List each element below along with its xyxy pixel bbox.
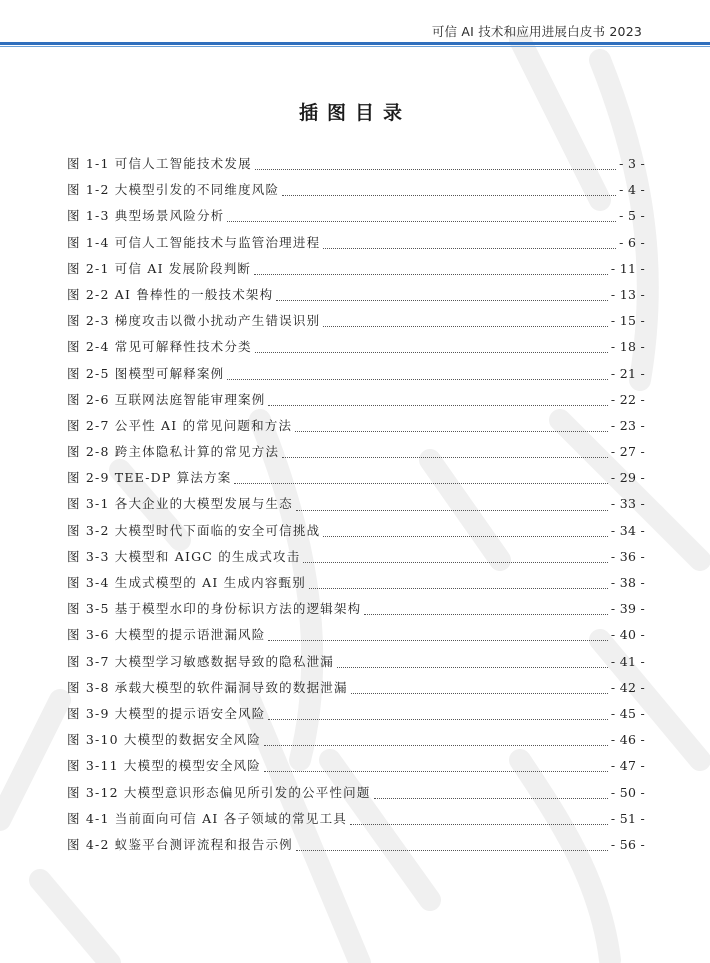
- toc-entry-page-number: - 4 -: [619, 182, 645, 198]
- toc-entry-page-number: - 15 -: [610, 313, 645, 329]
- toc-entry-page-number: - 41 -: [610, 653, 645, 669]
- toc-dot-leader: [309, 587, 608, 589]
- toc-entry[interactable]: [67, 753, 645, 779]
- toc-entry[interactable]: [67, 465, 645, 491]
- toc-dot-leader: [227, 378, 608, 380]
- figure-list: [67, 151, 645, 858]
- toc-entry-label: 图 4-1 当前面向可信 AI 各子领域的常见工具: [67, 810, 347, 826]
- toc-entry-page-number: - 34 -: [610, 522, 645, 538]
- toc-dot-leader: [296, 509, 608, 511]
- toc-entry-label: 图 1-4 可信人工智能技术与监管治理进程: [67, 234, 321, 250]
- header-document-title: 可信 AI 技术和应用进展白皮书 2023: [431, 24, 642, 39]
- header-rule-thin: [0, 46, 710, 47]
- toc-entry[interactable]: [67, 256, 645, 282]
- toc-entry-page-number: - 50 -: [610, 784, 645, 800]
- toc-dot-leader: [303, 561, 607, 563]
- toc-entry-page-number: - 29 -: [610, 470, 645, 486]
- toc-entry-label: 图 3-12 大模型意识形态偏见所引发的公平性问题: [67, 784, 371, 800]
- toc-entry-label: 图 3-4 生成式模型的 AI 生成内容甄别: [67, 575, 306, 590]
- toc-dot-leader: [323, 247, 616, 249]
- header-rule: [0, 42, 710, 48]
- toc-entry-page-number: - 46 -: [610, 732, 645, 748]
- toc-entry-page-number: - 51 -: [610, 810, 645, 826]
- toc-entry[interactable]: [67, 308, 645, 334]
- toc-dot-leader: [268, 639, 607, 641]
- toc-dot-leader: [323, 325, 608, 327]
- toc-entry[interactable]: [67, 203, 645, 229]
- toc-entry-label: 图 3-11 大模型的模型安全风险: [67, 758, 261, 774]
- toc-entry-label: 图 3-10 大模型的数据安全风险: [67, 732, 261, 748]
- toc-entry-label: 图 2-3 梯度攻击以微小扰动产生错误识别: [67, 313, 321, 329]
- toc-entry-page-number: - 5 -: [619, 208, 645, 224]
- toc-dot-leader: [351, 692, 608, 694]
- toc-entry-label: 图 2-2 AI 鲁棒性的一般技术架构: [67, 286, 274, 302]
- page-title: 插图目录: [298, 102, 411, 124]
- toc-dot-leader: [227, 220, 616, 222]
- toc-entry-page-number: - 36 -: [610, 548, 645, 564]
- toc-entry[interactable]: [67, 544, 645, 570]
- toc-dot-leader: [254, 273, 608, 275]
- toc-entry-label: 图 3-8 承载大模型的软件漏洞导致的数据泄漏: [67, 679, 348, 695]
- toc-entry[interactable]: [67, 282, 645, 308]
- toc-entry[interactable]: [67, 439, 645, 465]
- toc-dot-leader: [276, 299, 608, 301]
- toc-entry-label: 图 3-7 大模型学习敏感数据导致的隐私泄漏: [67, 653, 334, 669]
- toc-entry-page-number: - 38 -: [610, 575, 645, 590]
- toc-entry[interactable]: [67, 177, 645, 203]
- toc-entry-label: 图 2-6 互联网法庭智能审理案例: [67, 391, 266, 407]
- toc-entry[interactable]: [67, 806, 645, 832]
- toc-entry[interactable]: [67, 413, 645, 439]
- toc-entry-label: 图 3-2 大模型时代下面临的安全可信挑战: [67, 522, 321, 538]
- toc-entry-label: 图 2-1 可信 AI 发展阶段判断: [67, 260, 252, 276]
- toc-entry-label: 图 3-9 大模型的提示语安全风险: [67, 705, 266, 721]
- header-rule-thick: [0, 42, 710, 45]
- toc-dot-leader: [234, 482, 607, 484]
- toc-entry-page-number: - 33 -: [610, 496, 645, 512]
- toc-dot-leader: [282, 456, 608, 458]
- toc-entry-page-number: - 39 -: [610, 601, 645, 617]
- toc-entry-page-number: - 13 -: [610, 286, 645, 302]
- toc-dot-leader: [296, 849, 608, 851]
- toc-dot-leader: [264, 770, 608, 772]
- toc-entry-label: 图 1-1 可信人工智能技术发展: [67, 156, 252, 171]
- toc-entry-label: 图 2-8 跨主体隐私计算的常见方法: [67, 444, 280, 460]
- toc-dot-leader: [255, 351, 608, 353]
- toc-entry[interactable]: [67, 596, 645, 622]
- toc-entry[interactable]: [67, 361, 645, 387]
- toc-entry-page-number: - 22 -: [610, 391, 645, 407]
- toc-entry-label: 图 4-2 蚁鉴平台测评流程和报告示例: [67, 836, 293, 852]
- toc-entry[interactable]: [67, 622, 645, 648]
- toc-entry-page-number: - 6 -: [619, 234, 645, 250]
- toc-entry-page-number: - 18 -: [610, 339, 645, 355]
- toc-dot-leader: [350, 823, 608, 825]
- toc-entry-label: 图 3-3 大模型和 AIGC 的生成式攻击: [67, 548, 301, 564]
- toc-dot-leader: [323, 535, 608, 537]
- toc-dot-leader: [264, 744, 608, 746]
- toc-entry-label: 图 2-7 公平性 AI 的常见问题和方法: [67, 417, 293, 433]
- toc-entry[interactable]: [67, 334, 645, 360]
- toc-entry-page-number: - 3 -: [619, 156, 645, 171]
- toc-entry-page-number: - 47 -: [610, 758, 645, 774]
- toc-entry[interactable]: [67, 518, 645, 544]
- toc-entry-label: 图 3-1 各大企业的大模型发展与生态: [67, 496, 293, 512]
- toc-dot-leader: [268, 718, 607, 720]
- toc-dot-leader: [255, 168, 616, 170]
- toc-dot-leader: [337, 666, 608, 668]
- toc-entry-page-number: - 40 -: [610, 627, 645, 643]
- toc-entry-label: 图 2-9 TEE-DP 算法方案: [67, 470, 232, 486]
- toc-dot-leader: [374, 797, 608, 799]
- toc-entry-page-number: - 11 -: [610, 260, 645, 276]
- toc-entry[interactable]: [67, 675, 645, 701]
- toc-entry-page-number: - 45 -: [610, 705, 645, 721]
- toc-entry-label: 图 2-5 图模型可解释案例: [67, 365, 225, 381]
- toc-entry[interactable]: [67, 780, 645, 806]
- toc-entry-page-number: - 21 -: [610, 365, 645, 381]
- toc-entry[interactable]: [67, 230, 645, 256]
- toc-dot-leader: [295, 430, 608, 432]
- toc-entry[interactable]: [67, 701, 645, 727]
- toc-entry-label: 图 1-3 典型场景风险分析: [67, 208, 225, 224]
- toc-entry-page-number: - 56 -: [610, 836, 645, 852]
- toc-dot-leader: [282, 194, 616, 196]
- toc-entry[interactable]: [67, 151, 645, 177]
- toc-entry[interactable]: [67, 491, 645, 517]
- toc-entry[interactable]: [67, 832, 645, 858]
- toc-entry[interactable]: [67, 649, 645, 675]
- toc-entry-label: 图 2-4 常见可解释性技术分类: [67, 339, 252, 355]
- toc-entry[interactable]: [67, 570, 645, 596]
- toc-dot-leader: [364, 613, 608, 615]
- toc-entry-page-number: - 27 -: [610, 444, 645, 460]
- toc-entry[interactable]: [67, 727, 645, 753]
- toc-entry[interactable]: [67, 387, 645, 413]
- toc-entry-label: 图 3-6 大模型的提示语泄漏风险: [67, 627, 266, 643]
- toc-entry-page-number: - 23 -: [610, 417, 645, 433]
- toc-entry-label: 图 1-2 大模型引发的不同维度风险: [67, 182, 280, 198]
- toc-dot-leader: [268, 404, 607, 406]
- toc-entry-page-number: - 42 -: [610, 679, 645, 695]
- toc-entry-label: 图 3-5 基于模型水印的身份标识方法的逻辑架构: [67, 601, 362, 617]
